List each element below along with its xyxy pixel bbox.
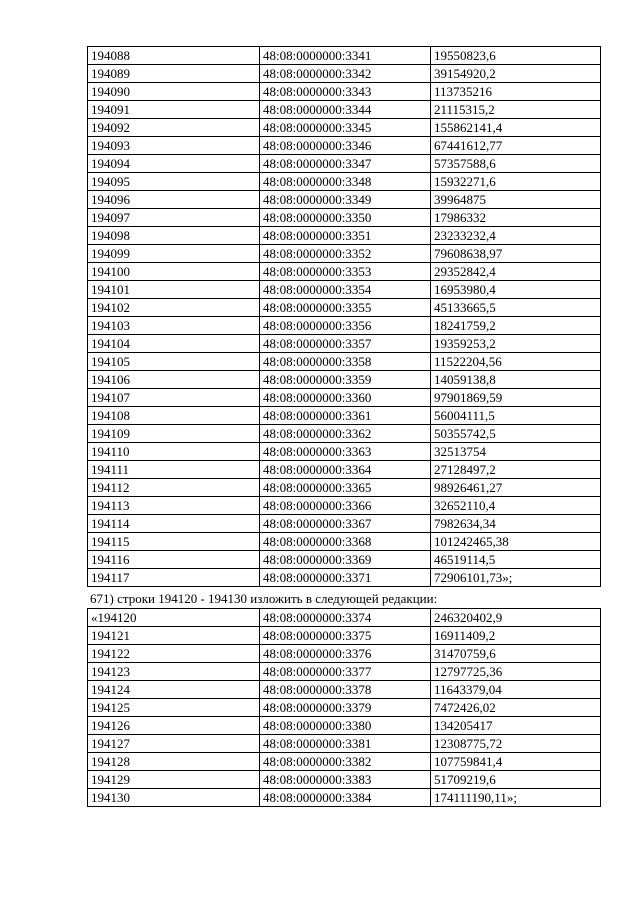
table-row: [88, 101, 601, 119]
table-row: [88, 83, 601, 101]
row-number-cell: 194092: [88, 119, 260, 137]
value-cell: 246320402,9: [431, 609, 601, 627]
value-cell: 7472426,02: [431, 699, 601, 717]
cadastral-number-cell: 48:08:0000000:3356: [260, 317, 431, 335]
cadastral-number-cell: 48:08:0000000:3367: [260, 515, 431, 533]
row-number-cell: 194128: [88, 753, 260, 771]
cadastral-number-cell: 48:08:0000000:3354: [260, 281, 431, 299]
row-number-cell: 194126: [88, 717, 260, 735]
row-number-cell: «194120: [88, 609, 260, 627]
cadastral-number-cell: 48:08:0000000:3383: [260, 771, 431, 789]
table-row: [88, 609, 601, 627]
row-number-cell: 194102: [88, 299, 260, 317]
table-row: [88, 663, 601, 681]
cadastral-number-cell: 48:08:0000000:3366: [260, 497, 431, 515]
value-cell: 29352842,4: [431, 263, 601, 281]
value-cell: 11643379,04: [431, 681, 601, 699]
row-number-cell: 194124: [88, 681, 260, 699]
cadastral-number-cell: 48:08:0000000:3359: [260, 371, 431, 389]
table-row: [88, 645, 601, 663]
cadastral-number-cell: 48:08:0000000:3350: [260, 209, 431, 227]
cadastral-number-cell: 48:08:0000000:3346: [260, 137, 431, 155]
value-cell: 56004111,5: [431, 407, 601, 425]
table-row: [88, 317, 601, 335]
value-cell: 134205417: [431, 717, 601, 735]
cadastral-number-cell: 48:08:0000000:3360: [260, 389, 431, 407]
value-cell: 18241759,2: [431, 317, 601, 335]
value-cell: 51709219,6: [431, 771, 601, 789]
table-row: [88, 299, 601, 317]
table-row: [88, 771, 601, 789]
table-row: [88, 65, 601, 83]
table-row: [88, 227, 601, 245]
row-number-cell: 194129: [88, 771, 260, 789]
row-number-cell: 194107: [88, 389, 260, 407]
row-number-cell: 194091: [88, 101, 260, 119]
row-number-cell: 194103: [88, 317, 260, 335]
table-row: [88, 551, 601, 569]
table-row: [88, 155, 601, 173]
cadastral-number-cell: 48:08:0000000:3376: [260, 645, 431, 663]
row-number-cell: 194109: [88, 425, 260, 443]
table-row: [88, 627, 601, 645]
row-number-cell: 194104: [88, 335, 260, 353]
value-cell: 32652110,4: [431, 497, 601, 515]
table-row: [88, 425, 601, 443]
cadastral-number-cell: 48:08:0000000:3371: [260, 569, 431, 587]
cadastral-number-cell: 48:08:0000000:3348: [260, 173, 431, 191]
value-cell: 11522204,56: [431, 353, 601, 371]
cadastral-number-cell: 48:08:0000000:3351: [260, 227, 431, 245]
table-row: [88, 119, 601, 137]
table-row: [88, 335, 601, 353]
cadastral-number-cell: 48:08:0000000:3368: [260, 533, 431, 551]
table-row: [88, 371, 601, 389]
value-cell: 15932271,6: [431, 173, 601, 191]
value-cell: 45133665,5: [431, 299, 601, 317]
cadastral-number-cell: 48:08:0000000:3353: [260, 263, 431, 281]
table-row: [88, 191, 601, 209]
row-number-cell: 194095: [88, 173, 260, 191]
value-cell: 19550823,6: [431, 47, 601, 65]
value-cell: 31470759,6: [431, 645, 601, 663]
cadastral-number-cell: 48:08:0000000:3341: [260, 47, 431, 65]
row-number-cell: 194122: [88, 645, 260, 663]
value-cell: 7982634,34: [431, 515, 601, 533]
value-cell: 79608638,97: [431, 245, 601, 263]
cadastral-number-cell: 48:08:0000000:3364: [260, 461, 431, 479]
row-number-cell: 194111: [88, 461, 260, 479]
row-number-cell: 194099: [88, 245, 260, 263]
registry-table-1: [87, 46, 601, 587]
table-row: [88, 389, 601, 407]
cadastral-number-cell: 48:08:0000000:3374: [260, 609, 431, 627]
value-cell: 21115315,2: [431, 101, 601, 119]
cadastral-number-cell: 48:08:0000000:3361: [260, 407, 431, 425]
table-row: [88, 569, 601, 587]
value-cell: 12797725,36: [431, 663, 601, 681]
row-number-cell: 194121: [88, 627, 260, 645]
row-number-cell: 194123: [88, 663, 260, 681]
row-number-cell: 194098: [88, 227, 260, 245]
value-cell: 46519114,5: [431, 551, 601, 569]
value-cell: 19359253,2: [431, 335, 601, 353]
row-number-cell: 194113: [88, 497, 260, 515]
cadastral-number-cell: 48:08:0000000:3344: [260, 101, 431, 119]
value-cell: 155862141,4: [431, 119, 601, 137]
value-cell: 17986332: [431, 209, 601, 227]
row-number-cell: 194127: [88, 735, 260, 753]
table-row: [88, 681, 601, 699]
value-cell: 101242465,38: [431, 533, 601, 551]
table-row: [88, 263, 601, 281]
table-row: [88, 479, 601, 497]
cadastral-number-cell: 48:08:0000000:3380: [260, 717, 431, 735]
cadastral-number-cell: 48:08:0000000:3345: [260, 119, 431, 137]
row-number-cell: 194115: [88, 533, 260, 551]
value-cell: 174111190,11»;: [431, 789, 601, 807]
value-cell: 107759841,4: [431, 753, 601, 771]
row-number-cell: 194116: [88, 551, 260, 569]
value-cell: 27128497,2: [431, 461, 601, 479]
row-number-cell: 194097: [88, 209, 260, 227]
value-cell: 23233232,4: [431, 227, 601, 245]
row-number-cell: 194110: [88, 443, 260, 461]
row-number-cell: 194105: [88, 353, 260, 371]
value-cell: 97901869,59: [431, 389, 601, 407]
table-row: [88, 699, 601, 717]
row-number-cell: 194090: [88, 83, 260, 101]
table-row: [88, 789, 601, 807]
row-number-cell: 194093: [88, 137, 260, 155]
value-cell: 67441612,77: [431, 137, 601, 155]
cadastral-number-cell: 48:08:0000000:3365: [260, 479, 431, 497]
value-cell: 72906101,73»;: [431, 569, 601, 587]
table-row: [88, 353, 601, 371]
cadastral-number-cell: 48:08:0000000:3384: [260, 789, 431, 807]
cadastral-number-cell: 48:08:0000000:3379: [260, 699, 431, 717]
cadastral-number-cell: 48:08:0000000:3349: [260, 191, 431, 209]
value-cell: 14059138,8: [431, 371, 601, 389]
value-cell: 32513754: [431, 443, 601, 461]
table-row: [88, 735, 601, 753]
value-cell: 16953980,4: [431, 281, 601, 299]
table-row: [88, 515, 601, 533]
row-number-cell: 194101: [88, 281, 260, 299]
cadastral-number-cell: 48:08:0000000:3377: [260, 663, 431, 681]
table-row: [88, 245, 601, 263]
value-cell: 57357588,6: [431, 155, 601, 173]
cadastral-number-cell: 48:08:0000000:3358: [260, 353, 431, 371]
row-number-cell: 194117: [88, 569, 260, 587]
cadastral-number-cell: 48:08:0000000:3355: [260, 299, 431, 317]
table-row: [88, 209, 601, 227]
table-row: [88, 173, 601, 191]
row-number-cell: 194114: [88, 515, 260, 533]
table-row: [88, 461, 601, 479]
value-cell: 50355742,5: [431, 425, 601, 443]
row-number-cell: 194130: [88, 789, 260, 807]
cadastral-number-cell: 48:08:0000000:3378: [260, 681, 431, 699]
cadastral-number-cell: 48:08:0000000:3362: [260, 425, 431, 443]
registry-table-2: [87, 608, 601, 807]
row-number-cell: 194112: [88, 479, 260, 497]
value-cell: 39964875: [431, 191, 601, 209]
table-row: [88, 443, 601, 461]
cadastral-number-cell: 48:08:0000000:3375: [260, 627, 431, 645]
table-row: [88, 533, 601, 551]
table-row: [88, 281, 601, 299]
table-row: [88, 497, 601, 515]
table-row: [88, 753, 601, 771]
row-number-cell: 194108: [88, 407, 260, 425]
row-number-cell: 194088: [88, 47, 260, 65]
cadastral-number-cell: 48:08:0000000:3382: [260, 753, 431, 771]
cadastral-number-cell: 48:08:0000000:3381: [260, 735, 431, 753]
cadastral-number-cell: 48:08:0000000:3369: [260, 551, 431, 569]
row-number-cell: 194096: [88, 191, 260, 209]
row-number-cell: 194094: [88, 155, 260, 173]
table-row: [88, 137, 601, 155]
value-cell: 39154920,2: [431, 65, 601, 83]
value-cell: 16911409,2: [431, 627, 601, 645]
cadastral-number-cell: 48:08:0000000:3342: [260, 65, 431, 83]
cadastral-number-cell: 48:08:0000000:3363: [260, 443, 431, 461]
table-row: [88, 407, 601, 425]
table-row: [88, 717, 601, 735]
value-cell: 12308775,72: [431, 735, 601, 753]
row-number-cell: 194125: [88, 699, 260, 717]
row-number-cell: 194106: [88, 371, 260, 389]
value-cell: 113735216: [431, 83, 601, 101]
cadastral-number-cell: 48:08:0000000:3352: [260, 245, 431, 263]
value-cell: 98926461,27: [431, 479, 601, 497]
row-number-cell: 194089: [88, 65, 260, 83]
cadastral-number-cell: 48:08:0000000:3357: [260, 335, 431, 353]
amendment-instruction: 671) строки 194120 - 194130 изложить в следующей редакции:: [90, 591, 438, 606]
table-row: [88, 47, 601, 65]
cadastral-number-cell: 48:08:0000000:3347: [260, 155, 431, 173]
row-number-cell: 194100: [88, 263, 260, 281]
cadastral-number-cell: 48:08:0000000:3343: [260, 83, 431, 101]
